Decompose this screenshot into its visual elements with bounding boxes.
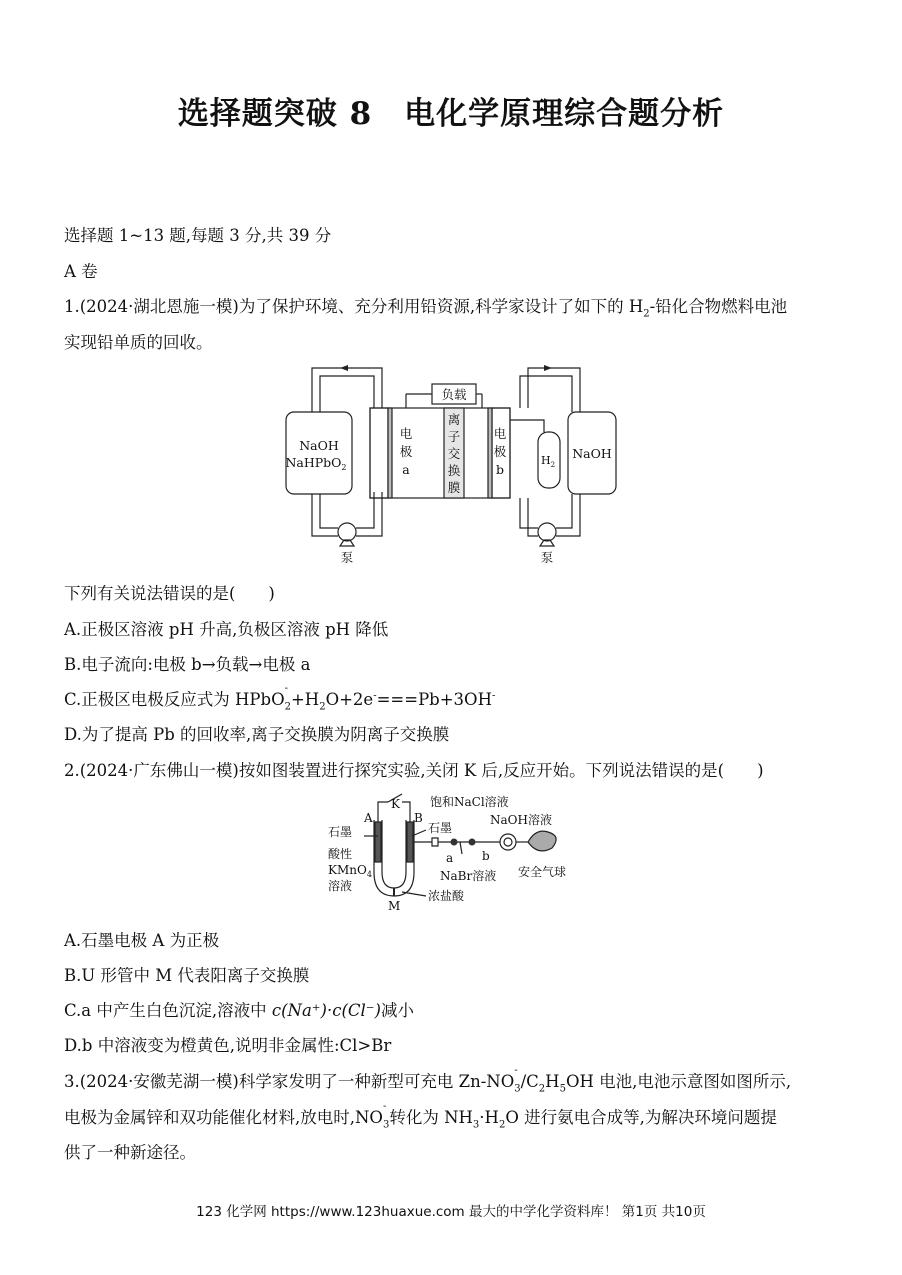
q1-option-b: B.电子流向:电极 b→负载→电极 a [64, 655, 311, 674]
q2-option-d: D.b 中溶液变为橙黄色,说明非金属性:Cl>Br [64, 1036, 392, 1055]
q2-option-b: B.U 形管中 M 代表阳离子交换膜 [64, 966, 310, 985]
instruction-text: 选择题 1~13 题,每题 3 分,共 39 分 [64, 226, 332, 245]
membrane-m: M [388, 899, 401, 913]
membrane-3: 交 [447, 446, 461, 461]
u-tube-diagram [322, 792, 584, 916]
electrode-a-label: A [364, 811, 373, 825]
balloon-label: 安全气球 [518, 865, 567, 879]
electrode-b-3: b [495, 462, 505, 477]
point-b: b [482, 849, 490, 863]
q1-option-a: A.正极区溶液 pH 升高,负极区溶液 pH 降低 [64, 620, 389, 639]
electrode-a-2: 极 [399, 444, 413, 459]
load-label: 负载 [441, 387, 467, 402]
q1-stem-line2: 实现铅单质的回收。 [64, 333, 213, 352]
q1-stem-line1: 1.(2024·湖北恩施一模)为了保护环境、充分利用铅资源,科学家设计了如下的 $H_2-$铅化合物燃料电池 [64, 297, 788, 320]
membrane-5: 膜 [447, 480, 461, 495]
q2-stem: 2.(2024·广东佛山一模)按如图装置进行探究实验,关闭 K 后,反应开始。下列说法错误的是( ) [64, 761, 764, 780]
membrane-2: 子 [447, 429, 461, 444]
h2-label: $H_2$ [540, 454, 556, 469]
fuel-cell-diagram [282, 360, 622, 572]
membrane-1: 离 [447, 412, 461, 427]
hcl-label: 浓盐酸 [428, 889, 465, 903]
graphite-right: 石墨 [428, 821, 453, 835]
electrode-a-3: a [402, 462, 410, 477]
page-title: 选择题突破 8 电化学原理综合题分析 [177, 96, 725, 132]
acid-label-3: 溶液 [328, 879, 353, 893]
electrode-b-label: B [414, 811, 423, 825]
left-tank [286, 412, 352, 494]
nacl-label: 饱和NaCl溶液 [430, 795, 509, 809]
q3-stem-line2: 电极为金属锌和双功能催化材料,放电时,NO - $_3$转化为 $NH_3\cdot H_2O$ 进行氨电合成等,为解决环境问题提 [64, 1101, 777, 1131]
electrode-a-1: 电 [399, 426, 413, 441]
graphite-left: 石墨 [328, 825, 353, 839]
electrode-b-1: 电 [493, 426, 507, 441]
nabr-label: NaBr溶液 [440, 869, 497, 883]
page-footer: 123 化学网 https://www.123huaxue.com 最大的中学化学资料库！ 第1页 共10页 [196, 1204, 706, 1220]
acid-label-1: 酸性 [328, 847, 353, 861]
q1-option-c: C.正极区电极反应式为 HPbO - $_2+H_2O+2e^-===Pb+3OH^-$ [64, 683, 496, 713]
q2-option-a: A.石墨电极 A 为正极 [64, 931, 220, 950]
left-tank-label-2: NaHPbO$_2$ [285, 455, 347, 472]
q3-stem-line3: 供了一种新途径。 [64, 1143, 196, 1162]
right-pump [538, 523, 556, 541]
electrode-b-2: 极 [493, 444, 507, 459]
q3-stem-line1: 3.(2024·安徽芜湖一模)科学家发明了一种新型可充电 Zn-NO - $_3/C_2H_5OH$ 电池,电池示意图如图所示, [64, 1065, 792, 1095]
acid-label-2: KMnO$_4$ [328, 863, 372, 879]
switch-k: K [391, 797, 400, 811]
left-pump [338, 523, 356, 541]
q2-option-c: C.a 中产生白色沉淀,溶液中 c(Na⁺)·c(Cl⁻)减小 [64, 1001, 414, 1020]
right-tank-label: NaOH [572, 446, 612, 461]
left-pump-label: 泵 [340, 550, 354, 565]
point-a: a [446, 851, 454, 865]
q1-option-d: D.为了提高 Pb 的回收率,离子交换膜为阴离子交换膜 [64, 725, 450, 744]
section-label: A 卷 [64, 262, 98, 281]
left-tank-label-1: NaOH [299, 438, 339, 453]
right-pump-label: 泵 [540, 550, 554, 565]
naoh-label: NaOH溶液 [490, 813, 552, 827]
membrane-4: 换 [447, 463, 461, 478]
q1-question: 下列有关说法错误的是( ) [64, 584, 275, 603]
